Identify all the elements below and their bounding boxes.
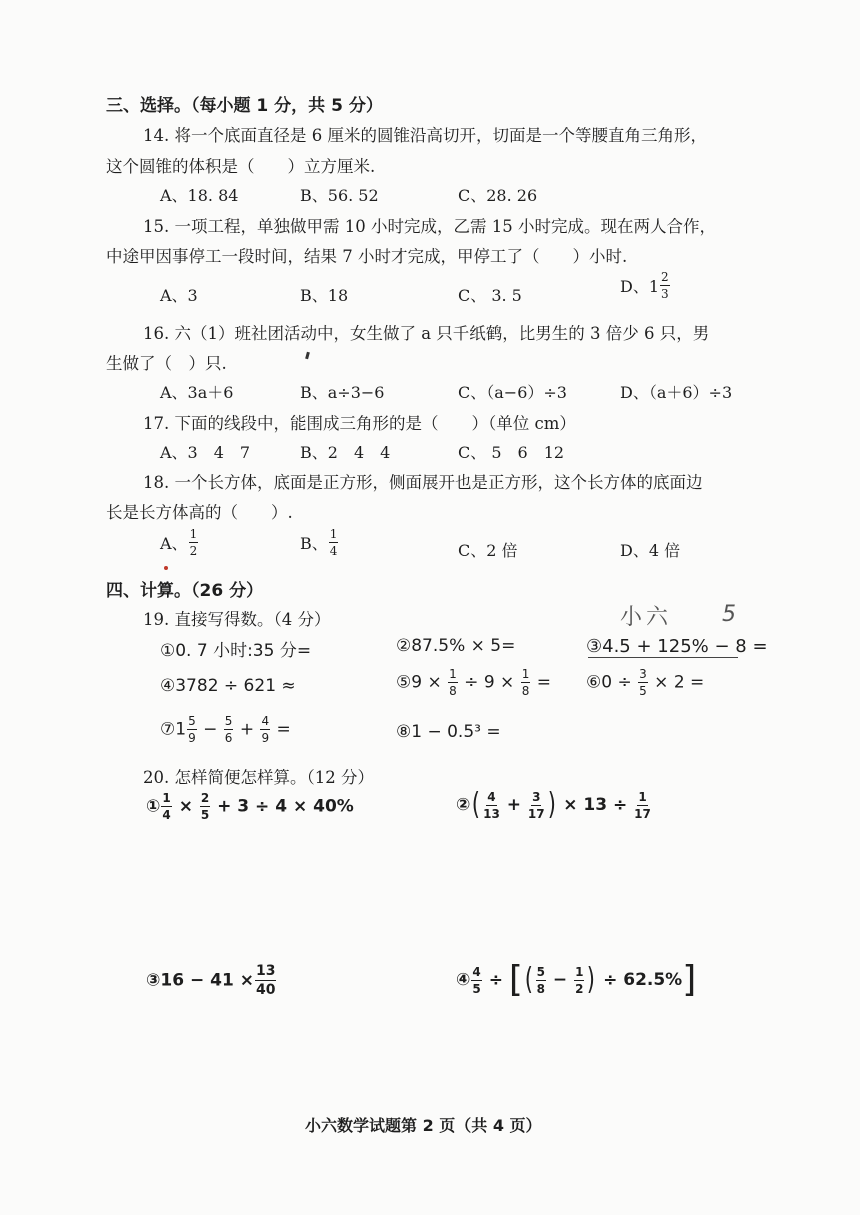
ink-mark [305, 352, 310, 360]
section-4-heading: 四、计算。（26 分） [106, 581, 264, 601]
q16-option-c: C、（a−6）÷3 [458, 383, 567, 402]
q17-option-b: B、2 4 4 [300, 443, 391, 462]
q15-line2: 中途甲因事停工一段时间，结果 7 小时才完成，甲停工了（ ）小时. [106, 247, 628, 266]
q15-option-a: A、3 [160, 286, 198, 305]
q15-line1: 15. 一项工程，单独做甲需 10 小时完成，乙需 15 小时完成。现在两人合作， [143, 217, 716, 236]
q19-item-5: ⑤9 × $\frac{1}{8}$ ÷ 9 × $\frac{1}{8}$ = [396, 667, 551, 698]
red-dot [164, 566, 168, 570]
q17-line1: 17. 下面的线段中，能围成三角形的是（ ）（单位 cm） [143, 414, 576, 433]
q16-line1: 16. 六（1）班社团活动中，女生做了 a 只千纸鹤，比男生的 3 倍少 6 只，男 [143, 324, 710, 343]
q14-line2: 这个圆锥的体积是（ ）立方厘米. [106, 157, 376, 176]
q15-option-b: B、18 [300, 286, 349, 305]
section-3-heading: 三、选择。（每小题 1 分，共 5 分） [106, 96, 383, 116]
handwritten-underline [588, 657, 738, 658]
q14-option-c: C、28. 26 [458, 186, 538, 205]
q17-option-a: A、3 4 7 [160, 443, 251, 462]
q16-option-d: D、（a＋6）÷3 [620, 383, 733, 402]
q19-item-6: ⑥0 ÷ $\frac{3}{5}$ × 2 = [586, 667, 705, 698]
q20-title: 20. 怎样简便怎样算。（12 分） [143, 768, 374, 787]
q15-option-d: D、1 $\frac{2}{3}$ [620, 270, 669, 301]
q14-line1: 14. 将一个底面直径是 6 厘米的圆锥沿高切开，切面是一个等腰直角三角形， [143, 126, 707, 145]
q18-line1: 18. 一个长方体，底面是正方形，侧面展开也是正方形，这个长方体的底面边 [143, 473, 703, 492]
q16-line2: 生做了（ ）只. [106, 354, 227, 373]
handwriting-number: 5 [722, 602, 736, 627]
q19-item-2: ②87.5% × 5= [396, 636, 516, 656]
handwriting-note: 小六 [620, 605, 673, 630]
q19-item-7: ⑦1 $\frac{5}{9}$ − $\frac{5}{6}$ + $\frac{4}{9}$ = [160, 714, 291, 745]
q16-option-a: A、3a＋6 [160, 383, 234, 402]
q17-option-c: C、 5 6 12 [458, 443, 565, 462]
q19-title: 19. 直接写得数。（4 分） [143, 610, 331, 629]
q19-item-8: ⑧1 − 0.5³ = [396, 722, 501, 742]
q18-line2: 长是长方体高的（ ）. [106, 503, 293, 522]
q15-option-c: C、 3. 5 [458, 286, 522, 305]
q14-option-a: A、18. 84 [160, 186, 239, 205]
page-footer: 小六数学试题第 2 页（共 4 页） [305, 1116, 542, 1135]
q18-option-b: B、 $\frac{1}{4}$ [300, 527, 338, 558]
q14-option-b: B、56. 52 [300, 186, 379, 205]
q19-item-4: ④3782 ÷ 621 ≈ [160, 676, 296, 696]
q18-option-a: A、 $\frac{1}{2}$ [160, 527, 198, 558]
q19-item-1: ①0. 7 小时:35 分= [160, 641, 312, 661]
q19-item-3: ③4.5 + 125% − 8 = [586, 636, 768, 657]
q20-expr-2: ②( $\frac{4}{13}$ + $\frac{3}{17}$ ) × 13 ÷ $\frac{1}{17}$ [456, 787, 651, 822]
q20-expr-3: ③16 − 41 × $\frac{13}{40}$ [146, 963, 276, 998]
q18-option-d: D、4 倍 [620, 541, 681, 560]
q18-option-c: C、2 倍 [458, 541, 518, 560]
q16-option-b: B、a÷3−6 [300, 383, 385, 402]
q20-expr-1: ① $\frac{1}{4}$ × $\frac{2}{5}$ + 3 ÷ 4 × 40% [146, 791, 354, 822]
q20-expr-4: ④ $\frac{4}{5}$ ÷ [( $\frac{5}{8}$ − $\frac{1}{2}$ ) ÷ 62.5%] [456, 959, 697, 1000]
